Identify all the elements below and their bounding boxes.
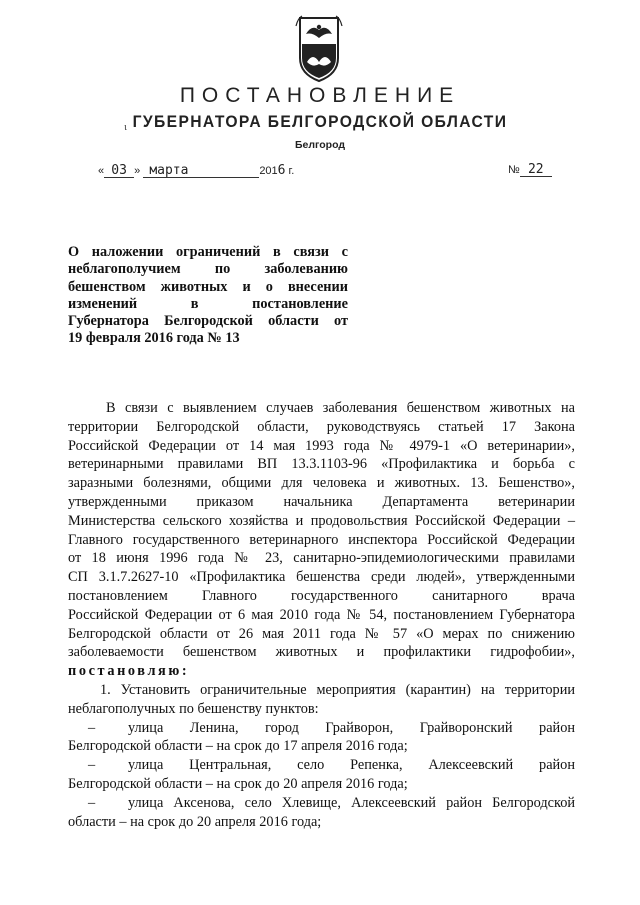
dash-marker: – (88, 794, 96, 811)
preamble-line: Белгородской области от 26 мая 2011 года № 57 «О мерах по снижению (68, 625, 575, 642)
place-item-second-line: Белгородской области – на срок до 17 апреля 2016 года; (68, 738, 408, 755)
subject-line: О наложении ограничений в связи с (68, 244, 348, 260)
subject-line: изменений в постановление (68, 295, 348, 312)
preamble-line: заразными болезнями, общими для человека и животных. 13. Бешенство», (68, 475, 575, 492)
place-item-first-line: – улица Ленина, город Грайворон, Грайворонский район (68, 719, 575, 738)
resolve-keyword: постановляю: (68, 663, 190, 680)
preamble-line: Российской Федерации от 6 мая 2010 года № 54, постановлением Губернатора (68, 606, 575, 623)
preamble-line: Главного государственного ветеринарного инспектора Российской Федерации (68, 531, 575, 548)
preamble-line: СП 3.1.7.2627-10 «Профилактика бешенства среди людей», утвержденными (68, 569, 575, 586)
issuer-heading: ГУБЕРНАТОРА БЕЛГОРОДСКОЙ ОБЛАСТИ (132, 112, 508, 131)
city-label: Белгород (294, 139, 346, 151)
place-item-second-line: области – на срок до 20 апреля 2016 года; (68, 813, 322, 830)
date-year-suffix: г. (285, 165, 295, 177)
dash-marker: – (88, 757, 96, 774)
date-day: 03 (104, 164, 134, 178)
place-item-first-line: – улица Центральная, село Репенка, Алексеевский район (68, 756, 575, 775)
date-month: марта (143, 164, 259, 178)
date-year-digit: 6 (277, 163, 286, 178)
number-prefix: № (508, 164, 520, 176)
date-open-quote: « (98, 165, 105, 177)
subject-line: бешенством животных и о внесении (68, 278, 348, 295)
item-1-line: неблагополучных по бешенству пунктов: (68, 700, 319, 717)
stray-mark: ι (124, 121, 127, 133)
preamble-line: Министерства сельского хозяйства и продовольствия Российской Федерации – (68, 512, 575, 529)
dash-marker: – (88, 719, 96, 736)
document-type-heading: ПОСТАНОВЛЕНИЕ (179, 84, 461, 107)
preamble-line: Российской Федерации от 14 мая 1993 года № 4979-1 «О ветеринарии», (68, 437, 575, 454)
preamble-line: В связи с выявлением случаев заболевания бешенством животных на (106, 400, 575, 416)
document-subject (68, 244, 348, 348)
preamble-line: утвержденными приказом начальника Департамента ветеринарии (68, 493, 575, 510)
place-item-second-line: Белгородской области – на срок до 20 апреля 2016 года; (68, 775, 408, 792)
preamble-line: постановлением Главного государственного санитарного врача (68, 587, 575, 604)
item-1-line: 1. Установить ограничительные мероприятия (карантин) на территории (100, 681, 575, 698)
date-year-prefix: 201 (259, 165, 278, 177)
document-date (98, 163, 294, 178)
preamble-line: заболеваемости бешенством животных и профилактики гидрофобии», (68, 644, 575, 661)
date-close-quote: » (134, 165, 141, 177)
preamble-line: от 18 июня 1996 года № 23, санитарно-эпидемиологическими правилами (68, 550, 575, 567)
preamble-line: ветеринарными правилами ВП 13.3.1103-96 «Профилактика и борьба с (68, 456, 575, 473)
document-number (508, 163, 552, 177)
subject-line: неблагополучием по заболеванию (68, 261, 348, 278)
preamble-line: территории Белгородской области, руководствуясь статьей 17 Закона (68, 418, 575, 435)
place-item-first-line: – улица Аксенова, село Хлевище, Алексеевский район Белгородской (68, 794, 575, 813)
belgorod-coat-of-arms-icon (292, 14, 346, 84)
subject-line: 19 февраля 2016 года № 13 (68, 330, 240, 347)
subject-line: Губернатора Белгородской области от (68, 313, 348, 330)
number-value: 22 (520, 163, 552, 177)
document-body (68, 399, 575, 831)
